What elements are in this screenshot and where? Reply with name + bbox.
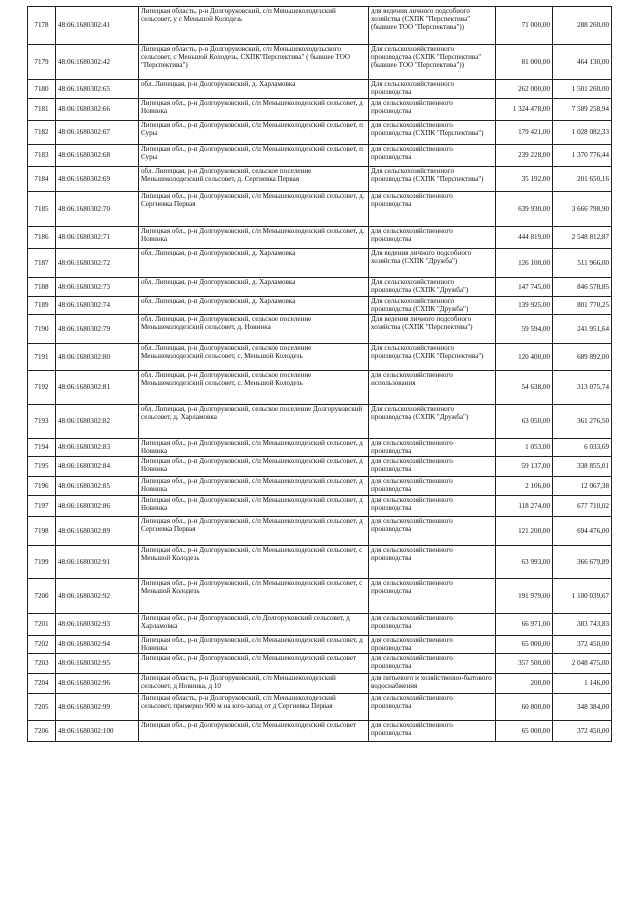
cadastral-number-cell: 48:06:1680302:91 [56,546,139,579]
cadastral-value-cell: 12 067,38 [553,477,612,496]
area-value-cell: 65 000,00 [496,636,553,654]
area-value-cell: 121 200,00 [496,517,553,546]
address-cell: Липецкая область, р-н Долгоруковский, с/п Меньшеколодезский сельсовет, у с Меньшой Колодезь [139,7,369,45]
cadastral-value-cell: 7 589 258,94 [553,99,612,121]
cadastral-value-cell: 1 028 082,33 [553,121,612,145]
row-number-cell: 7178 [28,7,56,45]
address-cell: Липецкая обл., р-н Долгоруковский, с/п Меньшеколодезский сельсовет, д Сергиевка Первая [139,517,369,546]
address-cell: обл. Липецкая, р-н Долгоруковский, д. Харламовка [139,249,369,278]
table-row [28,654,612,674]
table-row [28,227,612,249]
area-value-cell: 239 228,00 [496,145,553,167]
cadastral-number-cell: 48:06:1680302:93 [56,614,139,636]
table-row [28,694,612,721]
cadastral-number-cell: 48:06:1680302:80 [56,344,139,371]
address-cell: Липецкая обл., р-н Долгоруковский, с/п Меньшеколодезский сельсовет, д Новинка [139,496,369,517]
land-use-cell: Для сельскохозяйственного производства (СХПК "Дружба") [369,297,496,315]
cadastral-number-cell: 48:06:1680302:86 [56,496,139,517]
cadastral-number-cell: 48:06:1680302:66 [56,99,139,121]
row-number-cell: 7190 [28,315,56,344]
row-number-cell: 7188 [28,278,56,297]
land-use-cell: для сельскохозяйственного производства [369,654,496,674]
area-value-cell: 63 050,00 [496,405,553,439]
address-cell: обл. Липецкая, р-н Долгоруковский, д. Харламовка [139,278,369,297]
land-use-cell: для сельскохозяйственного производства [369,145,496,167]
land-use-cell: Для ведения личного подсобного хозяйства (СХПК "Дружба") [369,249,496,278]
cadastral-number-cell: 48:06:1680302:70 [56,192,139,227]
address-cell: обл. Липецкая, р-н Долгоруковский, сельское поселение Меньшеколодезский сельсовет, д. Сергиевка Первая [139,167,369,192]
land-use-cell: Для сельскохозяйственного производства [369,80,496,99]
cadastral-number-cell: 48:06:1680302:69 [56,167,139,192]
land-use-cell: Для сельскохозяйственного производства (СХПК "Перспектива") [369,344,496,371]
table-row [28,45,612,80]
cadastral-number-cell: 48:06:1680302:92 [56,579,139,614]
address-cell: Липецкая обл., р-н Долгоруковский, с/п Меньшеколодезский сельсовет, д Новинка [139,636,369,654]
cadastral-value-cell: 6 033,69 [553,439,612,457]
cadastral-number-cell: 48:06:1680302:79 [56,315,139,344]
cadastral-value-cell: 3 666 798,90 [553,192,612,227]
table-row [28,7,612,45]
land-use-cell: Для ведения личного подсобного хозяйства (СХПК "Перспектива") [369,315,496,344]
land-use-cell: для сельскохозяйственного производства [369,192,496,227]
table-row [28,99,612,121]
cadastral-value-cell: 1 370 776,44 [553,145,612,167]
land-use-cell: для сельскохозяйственного производства [369,227,496,249]
land-use-cell: для сельскохозяйственного производства (СХПК "Перспектива") [369,121,496,145]
area-value-cell: 59 594,00 [496,315,553,344]
area-value-cell: 147 745,00 [496,278,553,297]
address-cell: Липецкая область, р-н Долгоруковский, с/п Меньшеколодезьского сельсовет, с Меньшой Колодезь, СХПК"Перспектива" ( бывшее ТОО "Перспектива") [139,45,369,80]
cadastral-number-cell: 48:06:1680302:72 [56,249,139,278]
cadastral-value-cell: 361 276,50 [553,405,612,439]
table-row [28,674,612,694]
table-row [28,278,612,297]
address-cell: Липецкая область, р-н Долгоруковский, с/п Меньшеколодезский сельсовет, примерно 900 м на юго-запад от д Сергиевка Первая [139,694,369,721]
land-use-cell: для сельскохозяйственного производства [369,99,496,121]
land-use-cell: Для сельскохозяйственного производства (СХПК "Перспектива") [369,167,496,192]
table-row [28,579,612,614]
row-number-cell: 7195 [28,457,56,477]
area-value-cell: 66 971,00 [496,614,553,636]
table-row [28,80,612,99]
row-number-cell: 7192 [28,371,56,405]
cadastral-number-cell: 48:06:1680302:67 [56,121,139,145]
cadastral-value-cell: 201 650,16 [553,167,612,192]
table-row [28,371,612,405]
cadastral-number-cell: 48:06:1680302:74 [56,297,139,315]
land-use-cell: для сельскохозяйственного производства [369,614,496,636]
address-cell: Липецкая обл., р-н Долгоруковский, с/п Меньшеколодезский сельсовет, д Новинка [139,439,369,457]
table-row [28,721,612,742]
cadastral-number-cell: 48:06:1680302:94 [56,636,139,654]
area-value-cell: 139 925,00 [496,297,553,315]
row-number-cell: 7196 [28,477,56,496]
table-row [28,315,612,344]
land-use-cell: для питьевого и хозяйственно-бытового водоснабжения [369,674,496,694]
address-cell: Липецкая обл., р-н Долгоруковский, с/п Меньшеколодезский сельсовет [139,654,369,674]
area-value-cell: 118 274,00 [496,496,553,517]
land-use-cell: для сельскохозяйственного производства [369,579,496,614]
row-number-cell: 7182 [28,121,56,145]
cadastral-number-cell: 48:06:1680302:42 [56,45,139,80]
land-use-cell: Для сельскохозяйственного производства (СХПК "Перспектива"(бывшее ТОО "Перспектива")) [369,45,496,80]
table-body [28,7,612,742]
area-value-cell: 65 000,00 [496,721,553,742]
land-use-cell: для сельскохозяйственного производства [369,496,496,517]
cadastral-value-cell: 846 578,85 [553,278,612,297]
cadastral-number-cell: 48:06:1680302:85 [56,477,139,496]
area-value-cell: 59 137,00 [496,457,553,477]
cadastral-value-cell: 338 855,01 [553,457,612,477]
cadastral-number-cell: 48:06:1680302:96 [56,674,139,694]
address-cell: обл. Липецкая, р-н Долгоруковский, сельское поселение Меньшеколодезский сельсовет, с. Меньшой Колодезь [139,344,369,371]
land-use-cell: Для сельскохозяйственного производства (СХПК "Дружба") [369,405,496,439]
cadastral-number-cell: 48:06:1680302:95 [56,654,139,674]
table-row [28,121,612,145]
address-cell: Липецкая обл., р-н Долгоруковский, с/п Меньшеколодезский сельсовет, п Суры [139,145,369,167]
row-number-cell: 7198 [28,517,56,546]
cadastral-value-cell: 313 075,74 [553,371,612,405]
land-use-cell: для сельскохозяйственного использования [369,371,496,405]
area-value-cell: 2 106,00 [496,477,553,496]
row-number-cell: 7205 [28,694,56,721]
address-cell: Липецкая обл., р-н Долгоруковский, с/п Долгоруковский сельсовет, д Харламовка [139,614,369,636]
cadastral-value-cell: 801 770,25 [553,297,612,315]
cadastral-value-cell: 288 260,00 [553,7,612,45]
address-cell: Липецкая обл., р-н Долгоруковский, с/п Меньшеколодезский сельсовет, д Новинка [139,477,369,496]
land-use-cell: для сельскохозяйственного производства [369,457,496,477]
cadastral-number-cell: 48:06:1680302:100 [56,721,139,742]
address-cell: Липецкая обл., р-н Долгоруковский, с/п Меньшеколодезский сельсовет, д Новинка [139,99,369,121]
area-value-cell: 120 400,00 [496,344,553,371]
row-number-cell: 7187 [28,249,56,278]
address-cell: обл. Липецкая, р-н Долгоруковский, д. Харламовка [139,80,369,99]
cadastral-number-cell: 48:06:1680302:84 [56,457,139,477]
land-use-cell: Для сельскохозяйственного производства (СХПК "Дружба") [369,278,496,297]
row-number-cell: 7206 [28,721,56,742]
row-number-cell: 7201 [28,614,56,636]
row-number-cell: 7180 [28,80,56,99]
address-cell: Липецкая обл., р-н Долгоруковский, с/п Меньшеколодезский сельсовет, д. Новинка [139,227,369,249]
area-value-cell: 35 192,00 [496,167,553,192]
table-row [28,546,612,579]
cadastral-value-cell: 372 450,00 [553,721,612,742]
row-number-cell: 7200 [28,579,56,614]
cadastral-number-cell: 48:06:1680302:99 [56,694,139,721]
row-number-cell: 7185 [28,192,56,227]
address-cell: обл. Липецкая, р-н Долгоруковский, сельское поселение Долгоруковский сельсовет, д. Харламовка [139,405,369,439]
cadastral-number-cell: 48:06:1680302:41 [56,7,139,45]
cadastral-value-cell: 511 966,00 [553,249,612,278]
row-number-cell: 7202 [28,636,56,654]
cadastral-value-cell: 348 384,00 [553,694,612,721]
table-row [28,167,612,192]
cadastral-value-cell: 677 710,02 [553,496,612,517]
table-row [28,145,612,167]
cadastral-value-cell: 2 048 475,00 [553,654,612,674]
table-row [28,636,612,654]
table-row [28,249,612,278]
row-number-cell: 7181 [28,99,56,121]
cadastral-number-cell: 48:06:1680302:81 [56,371,139,405]
row-number-cell: 7197 [28,496,56,517]
address-cell: Липецкая обл., р-н Долгоруковский, с/п Меньшеколодезский сельсовет, п Суры [139,121,369,145]
table-row [28,496,612,517]
area-value-cell: 60 800,00 [496,694,553,721]
row-number-cell: 7194 [28,439,56,457]
table-row [28,457,612,477]
address-cell: обл. Липецкая, р-н Долгоруковский, сельское поселение Меньшеколодезский сельсовет, д. Новинка [139,315,369,344]
area-value-cell: 262 000,00 [496,80,553,99]
table-row [28,439,612,457]
area-value-cell: 444 819,00 [496,227,553,249]
row-number-cell: 7189 [28,297,56,315]
land-use-cell: для сельскохозяйственного производства [369,477,496,496]
address-cell: Липецкая обл., р-н Долгоруковский, с/п Меньшеколодезский сельсовет, с Меньшой Колодезь [139,579,369,614]
row-number-cell: 7179 [28,45,56,80]
land-use-cell: для сельскохозяйственного производства [369,694,496,721]
address-cell: Липецкая обл., р-н Долгоруковский, с/п Меньшеколодезский сельсовет [139,721,369,742]
area-value-cell: 71 000,00 [496,7,553,45]
land-use-cell: для сельскохозяйственного производства [369,439,496,457]
cadastral-number-cell: 48:06:1680302:82 [56,405,139,439]
cadastral-number-cell: 48:06:1680302:68 [56,145,139,167]
cadastral-number-cell: 48:06:1680302:65 [56,80,139,99]
land-use-cell: для сельскохозяйственного производства [369,517,496,546]
cadastral-value-cell: 1 501 260,00 [553,80,612,99]
area-value-cell: 126 100,00 [496,249,553,278]
cadastral-value-cell: 383 743,83 [553,614,612,636]
address-cell: Липецкая область, р-н Долгоруковский, с/п Меньшеколодезский сельсовет, д Новинка, д 10 [139,674,369,694]
area-value-cell: 639 930,00 [496,192,553,227]
area-value-cell: 1 053,00 [496,439,553,457]
cadastral-value-cell: 241 951,64 [553,315,612,344]
area-value-cell: 200,00 [496,674,553,694]
address-cell: Липецкая обл., р-н Долгоруковский, с/п Меньшеколодезский сельсовет, д. Сергиевка Первая [139,192,369,227]
cadastral-value-cell: 464 130,00 [553,45,612,80]
land-use-cell: для ведения личного подсобного хозяйства (СХПК "Перспектива"(бывшее ТОО "Перспектива")) [369,7,496,45]
area-value-cell: 54 638,00 [496,371,553,405]
table-row [28,477,612,496]
table-row [28,517,612,546]
cadastral-value-cell: 689 892,00 [553,344,612,371]
land-use-cell: для сельскохозяйственного производства [369,546,496,579]
row-number-cell: 7186 [28,227,56,249]
cadastral-value-cell: 366 679,89 [553,546,612,579]
cadastral-value-cell: 1 100 039,67 [553,579,612,614]
table-row [28,614,612,636]
table-row [28,297,612,315]
land-use-cell: для сельскохозяйственного производства [369,721,496,742]
cadastral-number-cell: 48:06:1680302:71 [56,227,139,249]
cadastral-value-cell: 372 450,00 [553,636,612,654]
row-number-cell: 7204 [28,674,56,694]
land-parcels-table [27,6,612,742]
row-number-cell: 7184 [28,167,56,192]
cadastral-value-cell: 694 476,00 [553,517,612,546]
land-use-cell: для сельскохозяйственного производства [369,636,496,654]
address-cell: Липецкая обл., р-н Долгоруковский, с/п Меньшеколодезский сельсовет, д Новинка [139,457,369,477]
area-value-cell: 179 421,00 [496,121,553,145]
address-cell: обл. Липецкая, р-н Долгоруковский, д. Харламовка [139,297,369,315]
row-number-cell: 7191 [28,344,56,371]
area-value-cell: 357 500,00 [496,654,553,674]
area-value-cell: 63 993,00 [496,546,553,579]
row-number-cell: 7203 [28,654,56,674]
row-number-cell: 7193 [28,405,56,439]
row-number-cell: 7183 [28,145,56,167]
cadastral-value-cell: 2 548 812,87 [553,227,612,249]
cadastral-number-cell: 48:06:1680302:83 [56,439,139,457]
area-value-cell: 1 324 478,00 [496,99,553,121]
cadastral-value-cell: 1 146,00 [553,674,612,694]
address-cell: Липецкая обл., р-н Долгоруковский, с/п Меньшеколодезский сельсовет, с Меньшой Колодезь [139,546,369,579]
table-row [28,405,612,439]
row-number-cell: 7199 [28,546,56,579]
table-row [28,344,612,371]
area-value-cell: 81 000,00 [496,45,553,80]
cadastral-number-cell: 48:06:1680302:89 [56,517,139,546]
area-value-cell: 191 979,00 [496,579,553,614]
address-cell: обл. Липецкая, р-н Долгоруковский, сельское поселение Меньшеколодезский сельсовет, с. Меньшой Колодезь [139,371,369,405]
table-row [28,192,612,227]
cadastral-number-cell: 48:06:1680302:73 [56,278,139,297]
